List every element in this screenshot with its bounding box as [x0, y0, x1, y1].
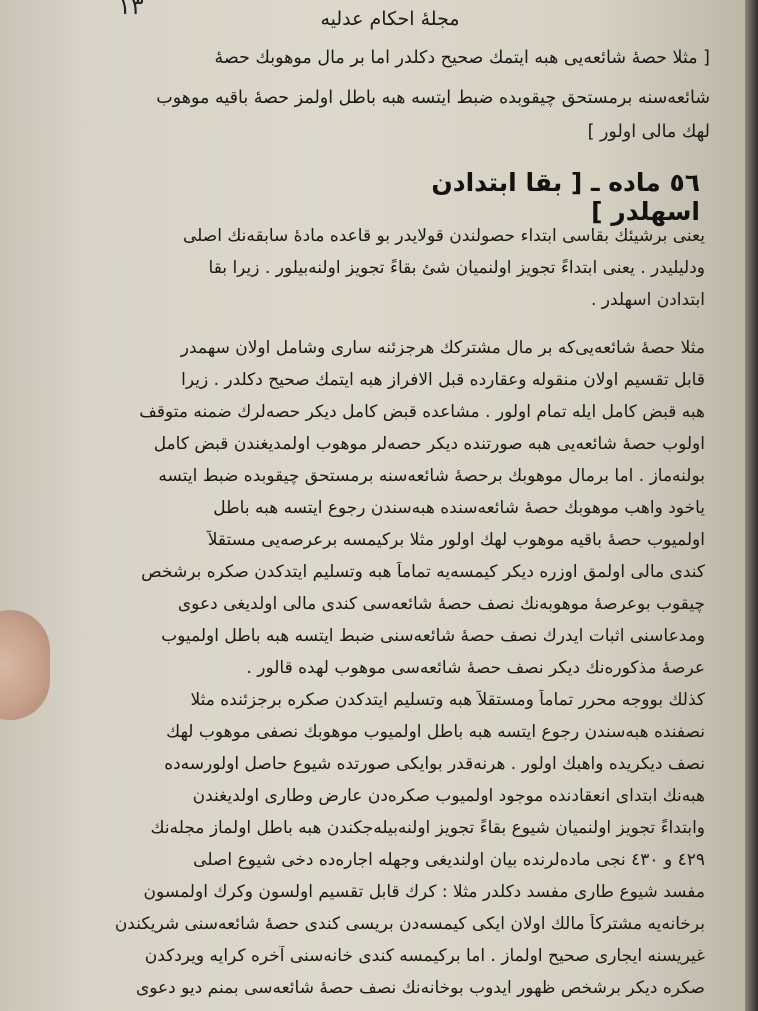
running-title: مجلهٔ احكام عدليه — [320, 8, 460, 30]
text-line: چيقوب بوعرصهٔ موهوبه‌نك نصف حصهٔ شائعه‌سى كندى مالى اولديغى دعوى — [177, 594, 705, 614]
text-line: هبه‌نك ابتداى انعقادنده موجود اولميوب صكره‌دن عارض وطارى اولديغندن — [192, 786, 705, 806]
text-line: نصفنده هبه‌سندن رجوع ايتسه هبه باطل اولميوب موهوبك نصفى موهوب لهك — [166, 722, 705, 742]
text-line: يعنى برشيئك بقاسى ابتداء حصولندن قولايدر بو قاعده مادهٔ سابقه‌نك اصلى — [182, 226, 705, 246]
text-line: اولوب حصهٔ شائعه‌يى هبه صورتنده ديكر حصه‌لر موهوب اولمديغندن قبض كامل — [153, 434, 705, 454]
text-line: كذلك بووجه محرر تماماً ومستقلاً هبه وتسليم ايتدكدن صكره برجزئنده مثلا — [190, 690, 705, 710]
text-line: شائعه‌سنه برمستحق چيقوبده ضبط ايتسه هبه باطل اولمز حصهٔ باقيه موهوب — [156, 88, 710, 108]
text-line: نصف ديكريده واهبك اولور . هرنه‌قدر بوايكى صورتده شيوع حاصل اولورسه‌ده — [164, 754, 705, 774]
text-line: هبه قبض كامل ايله تمام اولور . مشاعده قبض كامل ديكر حصه‌لرك ضمنه متوقف — [139, 402, 705, 422]
text-line: لهك مالى اولور ] — [587, 122, 710, 142]
text-line: قابل تقسيم اولان منقوله وعقارده قبل الافراز هبه ايتمك صحيح دكلدر . زيرا — [181, 370, 705, 390]
text-line: اولميوب حصهٔ باقيه موهوب لهك اولور مثلا بركيمسه برعرصه‌يى مستقلاً — [207, 530, 705, 550]
text-line: ابتدادن اسهلدر . — [590, 290, 705, 310]
text-line: بولنه‌ماز . اما برمال موهوبك برحصهٔ شائعه‌سنه برمستحق چيقوبده ضبط ايتسه — [158, 466, 705, 486]
text-line: وابتداءً تجويز اولنميان شيوع بقاءً تجويز اولنه‌بيله‌جكندن هبه باطل اولماز مجله‌نك — [150, 818, 705, 838]
thumb-shadow — [0, 610, 50, 720]
text-line: عرصهٔ مذكوره‌نك ديكر نصف حصهٔ شائعه‌سى موهوب لهده قالور . — [246, 658, 705, 678]
text-line: غيريسنه ايجارى صحيح اولماز . اما بركيمسه كندى خانه‌سنى آخره كرايه ويردكدن — [144, 946, 705, 966]
text-line: مثلا حصهٔ شائعه‌يى‌كه بر مال مشتركك هرجزئنه سارى وشامل اولان سهمدر — [180, 338, 705, 358]
text-line: صكره ديكر برشخص ظهور ايدوب بوخانه‌نك نصف حصهٔ شائعه‌سى بمنم ديو دعوى — [135, 978, 705, 998]
text-line: ٤٢٩ و ٤٣٠ نجى ماده‌لرنده بيان اولنديغى وجهله اجاره‌ده دخى شيوع اصلى — [193, 850, 705, 870]
text-line: ودليليدر . يعنى ابتداءً تجويز اولنميان شئ بقاءً تجويز اولنه‌بيلور . زيرا بقا — [208, 258, 705, 278]
page-edge — [745, 0, 758, 1011]
article-heading: ٥٦ ماده ـ [ بقا ابتدادن اسهلدر ] — [431, 168, 700, 226]
text-line: ياخود واهب موهوبك حصهٔ شائعه‌سنده هبه‌سندن رجوع ايتسه هبه باطل — [213, 498, 705, 518]
page-number: ١٣ — [118, 0, 144, 20]
text-line: برخانه‌يه مشتركاً مالك اولان ايكى كيمسه‌دن بريسى كندى حصهٔ شائعه‌سنى شريكندن — [114, 914, 705, 934]
text-line: [ مثلا حصهٔ شائعه‌يى هبه ايتمك صحيح دكلدر اما بر مال موهوبك حصهٔ — [214, 48, 710, 68]
text-line: كندى مالى اولمق اوزره ديكر كيمسه‌يه تماماً هبه وتسليم ايتدكدن صكره برشخص — [141, 562, 705, 582]
text-line: ومدعاسنى اثبات ايدرك نصف حصهٔ شائعه‌سنى ضبط ايتسه هبه باطل اولميوب — [161, 626, 705, 646]
text-line: مفسد شيوع طارى مفسد دكلدر مثلا : كرك قابل تقسيم اولسون وكرك اولمسون — [143, 882, 705, 902]
